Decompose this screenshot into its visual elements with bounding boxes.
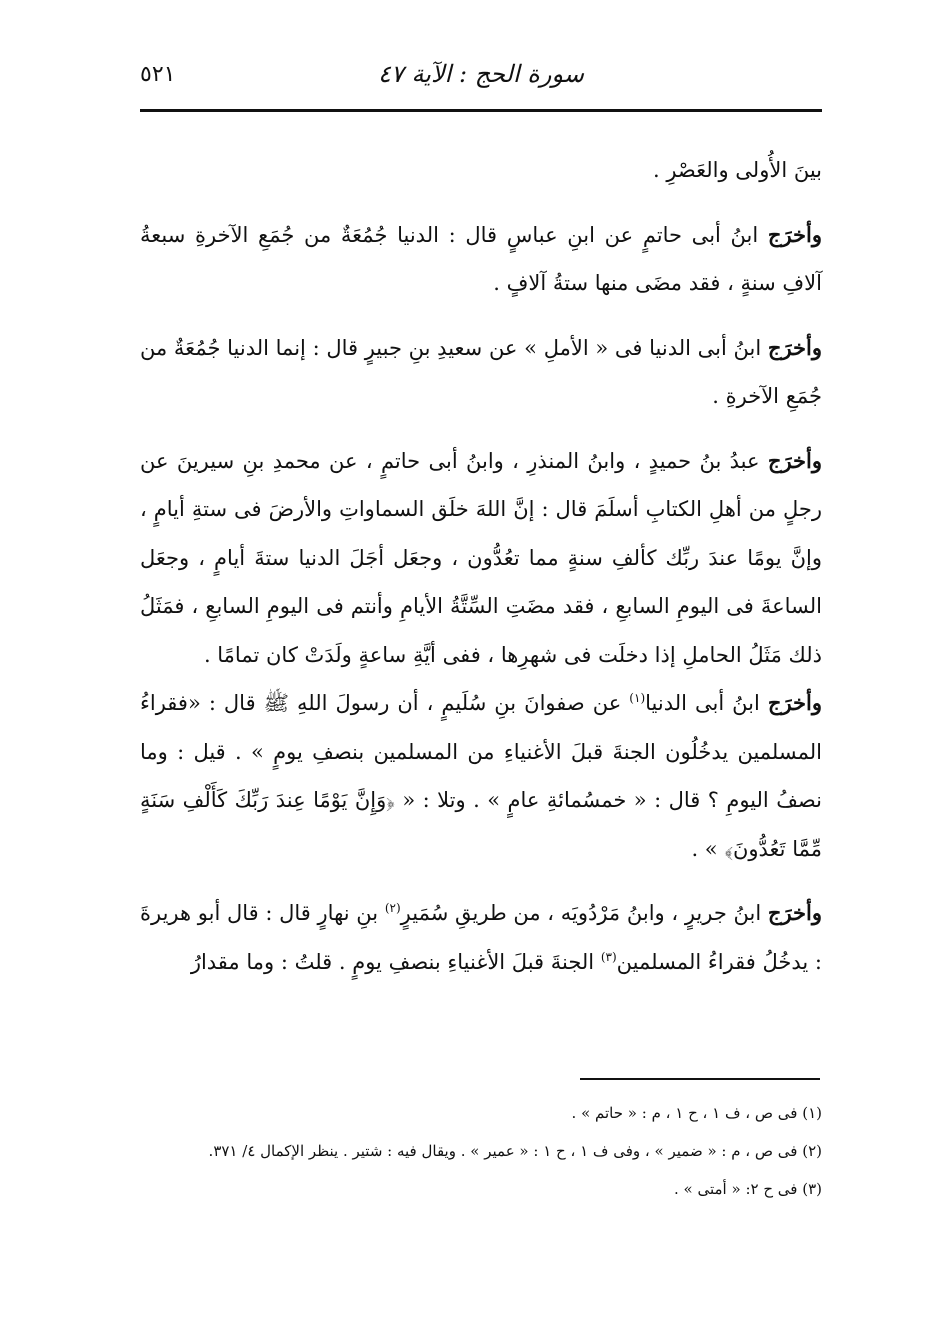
running-title: سورة الحج : الآية ٤٧ [378, 60, 584, 88]
paragraph [140, 437, 822, 680]
footnote-rule [580, 1078, 820, 1080]
paragraph-text: بنِ نهارٍ قال : قال أبو هريرةَ : يدخُلُ فقراءُ المسلمين [140, 901, 822, 974]
paragraph [140, 679, 822, 873]
footnotes [140, 1094, 822, 1208]
paragraph-lead: وأخرَج [767, 447, 822, 473]
paragraph-text: ابنُ أبى حاتمٍ عن ابنِ عباسٍ قال : الدنيا جُمُعَةٌ من جُمَعِ الآخرةِ سبعةُ آلافِ سنةٍ ، فقد مضَى منها ستةُ آلافٍ . [140, 222, 822, 295]
paragraph-text: ابنُ أبى الدنيا فى « الأملِ » عن سعيدِ بنِ جبيرٍ قال : إنما الدنيا جُمُعَةٌ من جُمَعِ الآخرةِ . [140, 335, 822, 408]
paragraph [140, 324, 822, 421]
footnote-reference: (٢) [384, 901, 401, 915]
paragraph-lead: وأخرَج [767, 900, 822, 925]
header-rule [140, 109, 822, 112]
paragraph [140, 889, 822, 986]
paragraph-text: بينَ الأُولى والعَصْرِ . [652, 158, 822, 182]
paragraph-lead: وأخرَج [767, 690, 822, 715]
footnote-reference: (٣) [600, 949, 617, 964]
footnote-reference: (١) [629, 691, 646, 705]
paragraph [140, 211, 822, 308]
footnote: (٢) فى ص ، م : « ضمير » ، وفى ف ١ ، ح ١ : « عمير » . ويقال فيه : شتير . ينظر الإكمال ٤/ ٣٧١. [208, 1142, 822, 1160]
page-number: ٥٢١ [140, 62, 176, 87]
paragraph-text: الجنةَ قبلَ الأغنياءِ بنصفِ يومٍ . قلتُ : وما مقدارُ [190, 949, 595, 974]
paragraph-lead: وأخرَج [767, 334, 822, 360]
paragraph-lead: وأخرَج [767, 221, 822, 247]
paragraph-text: ابنُ أبى الدنيا [645, 691, 760, 715]
paragraph-text: ابنُ جريرٍ ، وابنُ مَرْدُويَه ، من طريقِ سُمَيرٍ [400, 901, 762, 925]
paragraph-continuation [140, 146, 822, 195]
paragraph-text: عن صفوانَ بنِ سُلَيمٍ ، أن رسولَ اللهِ ﷺ قال : «فقراءُ المسلمين يدخُلُون الجنةَ قبلَ الأغنياءِ من المسلمين بنصفِ يومٍ » . قيل : وما نصفُ اليومِ ؟ قال : « خمسُمائةِ عامٍ » . وتلا : « ﴿وَإِنَّ يَوْمًا عِندَ رَبِّكَ كَأَلْفِ سَنَةٍ مِّمَّا تَعُدُّونَ﴾ » . [140, 691, 822, 861]
page-header [140, 60, 822, 100]
footnote: (٣) فى ح ٢: « أمتى » . [674, 1180, 822, 1198]
paragraph-text: عبدُ بنُ حميدٍ ، وابنُ المنذرِ ، وابنُ أبى حاتمٍ ، عن محمدِ بنِ سيرينَ عن رجلٍ من أهلِ الكتابِ أسلَمَ قال : إنَّ اللهَ خلَق السماواتِ والأرضَ فى ستةِ أيامٍ ، وإنَّ يومًا عندَ ربِّك كألفِ سنةٍ مما تعُدُّون ، وجعَل أجَلَ الدنيا ستةَ أيامٍ ، وجعَل الساعةَ فى اليومِ السابعِ ، فقد مضَتِ السِّتَّةُ الأيامِ وأنتم فى اليومِ السابعِ ، فمَثَلُ ذلك مَثَلُ الحاملِ إذا دخلَت فى شهرِها ، ففى أيَّةِ ساعةٍ ولَدَتْ كان تمامًا . [140, 448, 822, 667]
footnote: (١) فى ص ، ف ١ ، ح ١ ، م : « حاتم » . [571, 1104, 822, 1122]
body-text [140, 146, 822, 986]
